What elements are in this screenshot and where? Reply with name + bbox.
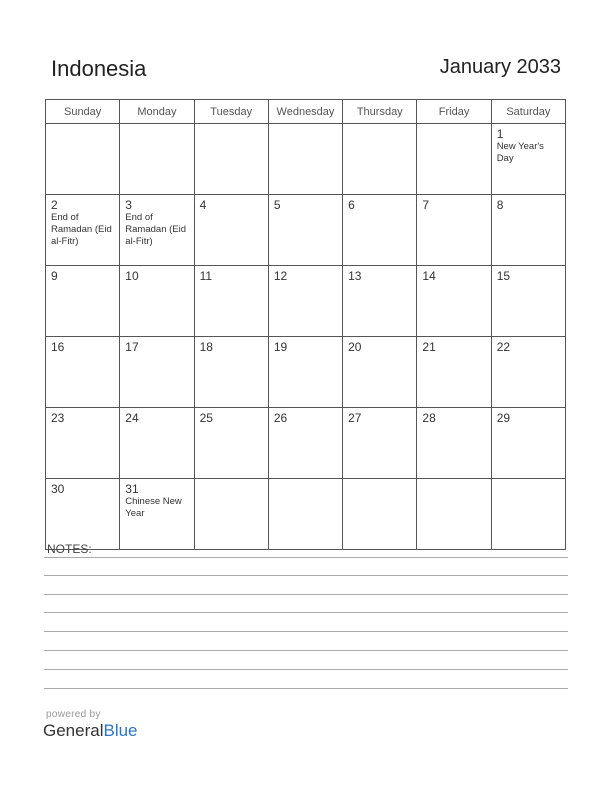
weekday-tuesday: Tuesday — [194, 100, 268, 124]
day-number: 1 — [496, 127, 504, 141]
day-cell — [268, 195, 342, 266]
day-number: 18 — [199, 340, 213, 354]
day-cell — [491, 266, 565, 337]
country-title: Indonesia — [51, 56, 147, 81]
day-number: 10 — [125, 269, 139, 283]
week-row — [46, 337, 566, 408]
calendar-grid — [45, 99, 566, 550]
day-number: 31 — [125, 482, 139, 496]
note-line — [44, 688, 568, 689]
day-number: 15 — [496, 269, 511, 283]
day-cell — [417, 479, 491, 550]
day-number: 5 — [273, 198, 281, 212]
day-number: 3 — [125, 198, 132, 212]
day-cell — [268, 479, 342, 550]
day-cell — [46, 337, 120, 408]
day-number: 17 — [125, 340, 139, 354]
note-line — [44, 650, 568, 651]
day-cell — [343, 195, 417, 266]
day-number: 21 — [422, 340, 436, 354]
day-number: 16 — [51, 340, 65, 354]
day-cell — [46, 479, 120, 550]
day-cell — [268, 266, 342, 337]
day-number: 29 — [496, 411, 511, 425]
note-line — [44, 594, 568, 595]
day-cell — [194, 408, 268, 479]
weekday-friday: Friday — [417, 100, 491, 124]
day-number: 6 — [348, 198, 355, 212]
day-cell — [46, 124, 120, 195]
weekday-monday: Monday — [120, 100, 194, 124]
day-cell — [343, 337, 417, 408]
day-cell — [46, 266, 120, 337]
day-number: 7 — [422, 198, 430, 212]
day-number: 27 — [348, 411, 362, 425]
day-cell — [491, 408, 565, 479]
holiday-label: New Year's Day — [496, 141, 544, 164]
holiday-label: End of Ramadan (Eid al-Fitr) — [51, 212, 112, 247]
week-row — [46, 124, 566, 195]
day-number: 22 — [496, 340, 511, 354]
generalblue-logo — [43, 721, 138, 741]
week-row — [46, 408, 566, 479]
weekday-thursday: Thursday — [343, 100, 417, 124]
weekday-wednesday: Wednesday — [268, 100, 342, 124]
day-number: 30 — [51, 482, 65, 496]
holiday-label: Chinese New Year — [125, 496, 182, 519]
week-row — [46, 266, 566, 337]
day-number: 25 — [199, 411, 213, 425]
note-line — [44, 612, 568, 613]
day-cell — [194, 124, 268, 195]
note-line — [44, 669, 568, 670]
month-year-title: January 2033 — [439, 56, 561, 78]
day-cell — [120, 479, 194, 550]
week-row — [46, 195, 566, 266]
day-number: 2 — [51, 198, 58, 212]
day-cell — [343, 266, 417, 337]
day-number: 8 — [496, 198, 504, 212]
day-cell — [417, 408, 491, 479]
day-cell — [46, 408, 120, 479]
note-line — [44, 631, 568, 632]
day-cell — [120, 266, 194, 337]
day-number: 23 — [51, 411, 65, 425]
day-number: 12 — [273, 269, 288, 283]
day-number: 28 — [422, 411, 436, 425]
day-number: 20 — [348, 340, 362, 354]
day-cell — [491, 195, 565, 266]
day-cell — [417, 337, 491, 408]
week-row — [46, 479, 566, 550]
note-line — [44, 575, 568, 576]
brand-general: General — [43, 721, 104, 740]
day-cell — [491, 124, 565, 195]
day-number: 24 — [125, 411, 139, 425]
notes-label: NOTES: — [47, 542, 92, 556]
day-cell — [46, 195, 120, 266]
day-number: 4 — [199, 198, 207, 212]
day-cell — [268, 124, 342, 195]
day-cell — [194, 195, 268, 266]
brand-blue: Blue — [103, 721, 138, 740]
day-cell — [268, 408, 342, 479]
day-cell — [268, 337, 342, 408]
day-number: 13 — [348, 269, 362, 283]
day-cell — [417, 195, 491, 266]
weekday-sunday: Sunday — [46, 100, 120, 124]
day-cell — [343, 408, 417, 479]
day-cell — [194, 337, 268, 408]
day-number: 14 — [422, 269, 436, 283]
powered-by-text: powered by — [46, 709, 101, 720]
day-number: 19 — [273, 340, 288, 354]
day-cell — [417, 266, 491, 337]
day-number: 11 — [199, 269, 213, 283]
day-cell — [120, 124, 194, 195]
day-cell — [120, 195, 194, 266]
weekday-saturday: Saturday — [491, 100, 565, 124]
day-cell — [491, 337, 565, 408]
day-cell — [120, 337, 194, 408]
day-number: 9 — [51, 269, 58, 283]
day-cell — [343, 479, 417, 550]
holiday-label: End of Ramadan (Eid al-Fitr) — [125, 212, 187, 247]
note-line — [44, 557, 568, 558]
day-cell — [120, 408, 194, 479]
day-cell — [194, 266, 268, 337]
day-cell — [491, 479, 565, 550]
weekday-header-row — [46, 100, 566, 124]
day-cell — [343, 124, 417, 195]
day-number: 26 — [273, 411, 288, 425]
day-cell — [194, 479, 268, 550]
day-cell — [417, 124, 491, 195]
